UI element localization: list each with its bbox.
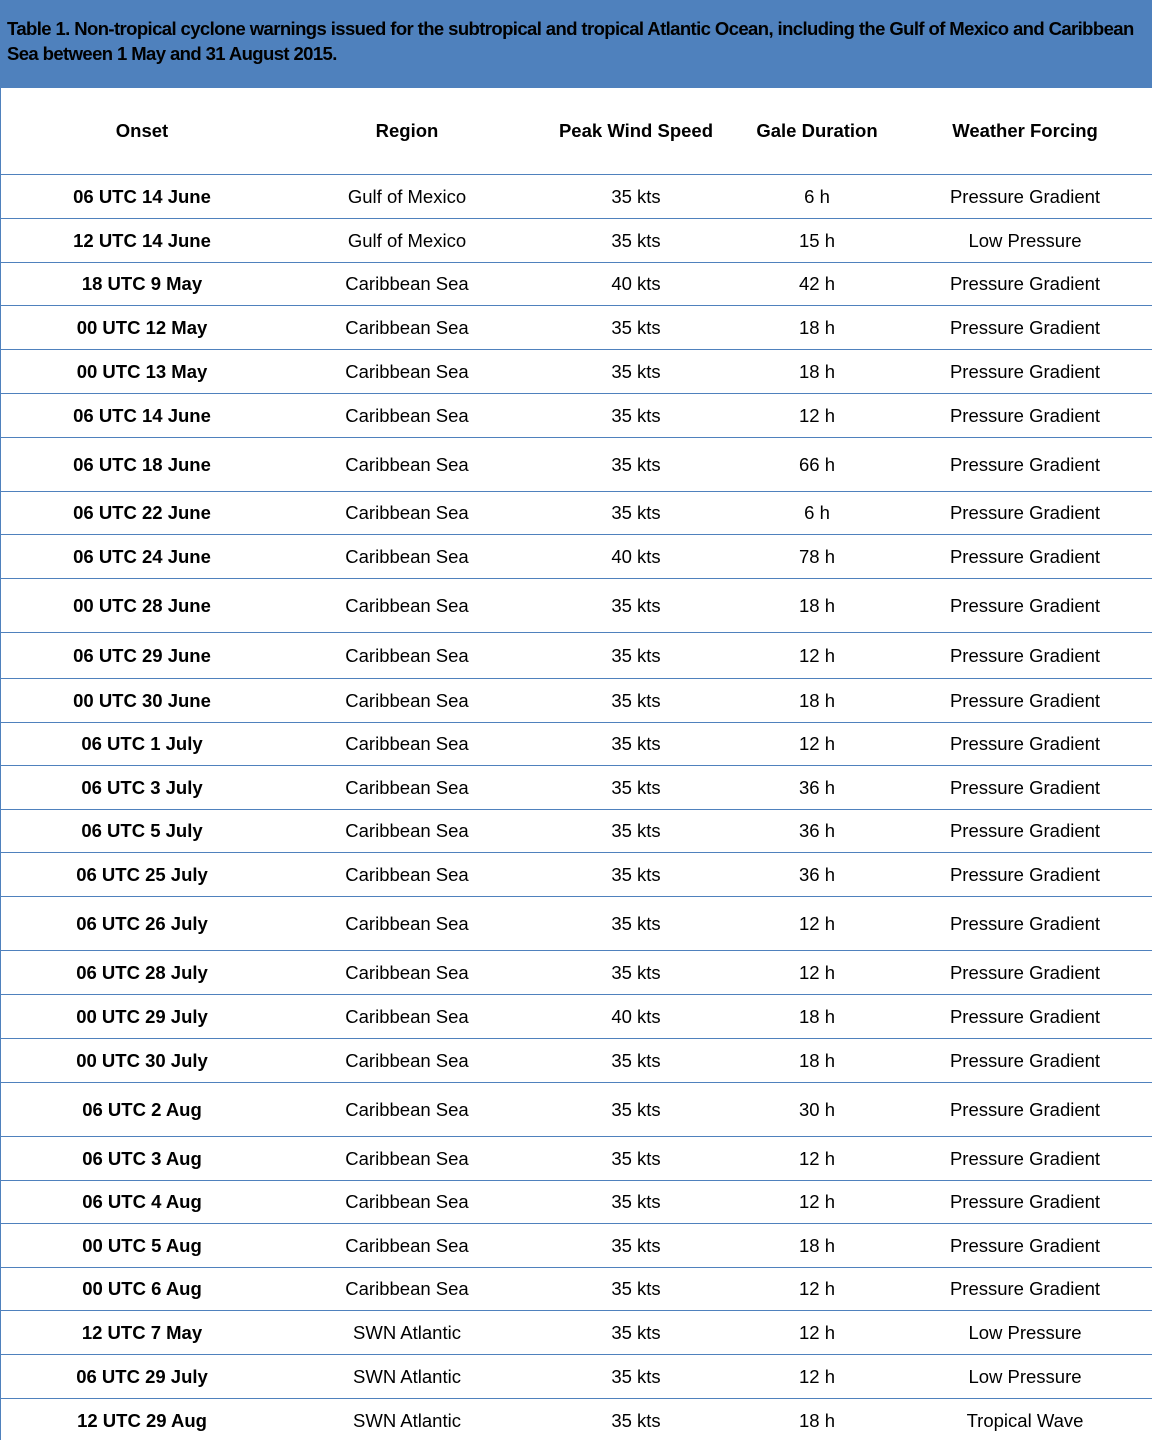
region-cell: SWN Atlantic — [353, 1409, 461, 1431]
gale-duration-cell: 18 h — [798, 316, 835, 338]
table-caption: Table 1. Non-tropical cyclone warnings issued for the subtropical and tropical Atlantic Ocean, including the Gulf of Mexico and Caribbean Sea between 1 May and 31 August 2015. — [0, 0, 1152, 88]
region-cell: Gulf of Mexico — [347, 185, 467, 207]
weather-forcing-cell: Pressure Gradient — [949, 644, 1101, 666]
weather-forcing-cell: Pressure Gradient — [949, 404, 1101, 426]
table-row — [1, 853, 1152, 897]
peak-wind-speed-cell: 35 kts — [611, 185, 661, 207]
region-cell: Caribbean Sea — [345, 733, 469, 754]
table-row — [1, 306, 1152, 350]
onset-cell: 06 UTC 2 Aug — [82, 1098, 202, 1120]
region-cell: Caribbean Sea — [345, 961, 469, 983]
region-cell: Caribbean Sea — [345, 820, 469, 841]
peak-wind-speed-cell: 35 kts — [611, 733, 661, 754]
warnings-table — [0, 88, 1152, 1440]
weather-forcing-cell: Pressure Gradient — [949, 1191, 1101, 1212]
weather-forcing-cell: Low Pressure — [968, 1321, 1082, 1343]
gale-duration-cell: 66 h — [798, 453, 835, 475]
weather-forcing-cell: Pressure Gradient — [949, 502, 1101, 523]
onset-cell: 06 UTC 28 July — [76, 961, 208, 983]
region-cell: Caribbean Sea — [345, 1278, 469, 1299]
weather-forcing-cell: Pressure Gradient — [949, 360, 1101, 382]
peak-wind-speed-cell: 35 kts — [611, 316, 661, 338]
table-row — [1, 175, 1152, 219]
column-header-peak-wind-speed: Peak Wind Speed — [558, 120, 714, 141]
gale-duration-cell: 36 h — [798, 863, 835, 885]
onset-cell: 06 UTC 26 July — [76, 912, 208, 934]
peak-wind-speed-cell: 40 kts — [611, 273, 661, 294]
weather-forcing-cell: Pressure Gradient — [949, 863, 1101, 885]
gale-duration-cell: 12 h — [798, 1147, 835, 1169]
weather-forcing-cell: Low Pressure — [968, 1365, 1082, 1387]
table-row — [1, 350, 1152, 394]
region-cell: Caribbean Sea — [345, 453, 469, 475]
weather-forcing-cell: Pressure Gradient — [949, 185, 1101, 207]
region-cell: Caribbean Sea — [345, 360, 469, 382]
gale-duration-cell: 36 h — [798, 776, 835, 798]
onset-cell: 00 UTC 12 May — [76, 316, 208, 338]
onset-cell: 00 UTC 28 June — [73, 594, 211, 616]
gale-duration-cell: 12 h — [798, 1278, 835, 1299]
weather-forcing-cell: Pressure Gradient — [949, 776, 1101, 798]
weather-forcing-cell: Pressure Gradient — [949, 1049, 1101, 1071]
onset-cell: 06 UTC 4 Aug — [82, 1191, 202, 1212]
gale-duration-cell: 12 h — [798, 1321, 835, 1343]
weather-forcing-cell: Pressure Gradient — [949, 1147, 1101, 1169]
onset-cell: 12 UTC 7 May — [81, 1321, 203, 1343]
gale-duration-cell: 12 h — [798, 404, 835, 426]
table-row — [1, 897, 1152, 951]
table-row — [1, 1083, 1152, 1137]
table-row — [1, 951, 1152, 995]
column-header-onset: Onset — [115, 120, 169, 141]
peak-wind-speed-cell: 35 kts — [611, 1234, 661, 1256]
onset-cell: 06 UTC 22 June — [73, 502, 211, 523]
gale-duration-cell: 18 h — [798, 1409, 835, 1431]
table-row — [1, 1399, 1152, 1442]
peak-wind-speed-cell: 35 kts — [611, 1191, 661, 1212]
peak-wind-speed-cell: 35 kts — [611, 644, 661, 666]
onset-cell: 00 UTC 29 July — [76, 1005, 208, 1027]
gale-duration-cell: 18 h — [798, 594, 835, 616]
onset-cell: 00 UTC 30 July — [76, 1049, 208, 1071]
onset-cell: 12 UTC 29 Aug — [77, 1409, 207, 1431]
onset-cell: 18 UTC 9 May — [81, 273, 203, 294]
region-cell: Caribbean Sea — [345, 502, 469, 523]
gale-duration-cell: 18 h — [798, 360, 835, 382]
gale-duration-cell: 6 h — [804, 185, 830, 207]
table-row — [1, 1355, 1152, 1399]
table-row — [1, 723, 1152, 766]
table-row — [1, 1039, 1152, 1083]
onset-cell: 06 UTC 3 Aug — [82, 1147, 202, 1169]
table-row — [1, 394, 1152, 438]
peak-wind-speed-cell: 35 kts — [611, 1278, 661, 1299]
peak-wind-speed-cell: 35 kts — [611, 912, 661, 934]
onset-cell: 00 UTC 30 June — [73, 689, 211, 711]
peak-wind-speed-cell: 35 kts — [611, 1321, 661, 1343]
weather-forcing-cell: Pressure Gradient — [949, 820, 1101, 841]
peak-wind-speed-cell: 35 kts — [611, 820, 661, 841]
gale-duration-cell: 12 h — [798, 912, 835, 934]
gale-duration-cell: 15 h — [798, 229, 835, 251]
gale-duration-cell: 18 h — [798, 1005, 835, 1027]
gale-duration-cell: 78 h — [798, 545, 835, 567]
region-cell: Caribbean Sea — [345, 863, 469, 885]
peak-wind-speed-cell: 35 kts — [611, 594, 661, 616]
peak-wind-speed-cell: 35 kts — [611, 961, 661, 983]
onset-cell: 00 UTC 5 Aug — [82, 1234, 202, 1256]
region-cell: Caribbean Sea — [345, 316, 469, 338]
onset-cell: 06 UTC 14 June — [73, 185, 211, 207]
weather-forcing-cell: Pressure Gradient — [949, 912, 1101, 934]
column-header-gale-duration: Gale Duration — [756, 120, 878, 141]
table-row — [1, 219, 1152, 263]
gale-duration-cell: 30 h — [798, 1098, 835, 1120]
peak-wind-speed-cell: 35 kts — [611, 404, 661, 426]
peak-wind-speed-cell: 40 kts — [611, 1005, 661, 1027]
table-row — [1, 438, 1152, 492]
peak-wind-speed-cell: 35 kts — [611, 1147, 661, 1169]
weather-forcing-cell: Pressure Gradient — [949, 961, 1101, 983]
region-cell: Caribbean Sea — [345, 644, 469, 666]
gale-duration-cell: 36 h — [798, 820, 835, 841]
onset-cell: 00 UTC 6 Aug — [82, 1278, 202, 1299]
table-row — [1, 579, 1152, 633]
weather-forcing-cell: Pressure Gradient — [949, 1005, 1101, 1027]
weather-forcing-cell: Pressure Gradient — [949, 1278, 1101, 1299]
gale-duration-cell: 42 h — [798, 273, 835, 294]
table-row — [1, 633, 1152, 679]
region-cell: SWN Atlantic — [353, 1321, 461, 1343]
region-cell: Caribbean Sea — [345, 1191, 469, 1212]
table-row — [1, 535, 1152, 579]
weather-forcing-cell: Pressure Gradient — [949, 1098, 1101, 1120]
peak-wind-speed-cell: 35 kts — [611, 1098, 661, 1120]
onset-cell: 06 UTC 18 June — [73, 453, 211, 475]
weather-forcing-cell: Tropical Wave — [966, 1409, 1084, 1431]
region-cell: Caribbean Sea — [345, 273, 469, 294]
peak-wind-speed-cell: 35 kts — [611, 360, 661, 382]
region-cell: Caribbean Sea — [345, 689, 469, 711]
gale-duration-cell: 12 h — [798, 644, 835, 666]
peak-wind-speed-cell: 35 kts — [611, 689, 661, 711]
weather-forcing-cell: Pressure Gradient — [949, 689, 1101, 711]
table-row — [1, 1224, 1152, 1268]
peak-wind-speed-cell: 35 kts — [611, 229, 661, 251]
table-row — [1, 492, 1152, 535]
gale-duration-cell: 18 h — [798, 1234, 835, 1256]
weather-forcing-cell: Pressure Gradient — [949, 273, 1101, 294]
gale-duration-cell: 12 h — [798, 1191, 835, 1212]
table-row — [1, 1137, 1152, 1181]
weather-forcing-cell: Pressure Gradient — [949, 453, 1101, 475]
region-cell: Caribbean Sea — [345, 404, 469, 426]
onset-cell: 06 UTC 29 June — [73, 644, 211, 666]
peak-wind-speed-cell: 35 kts — [611, 1409, 661, 1431]
onset-cell: 06 UTC 24 June — [73, 545, 211, 567]
table-row — [1, 1268, 1152, 1311]
peak-wind-speed-cell: 35 kts — [611, 453, 661, 475]
onset-cell: 06 UTC 25 July — [76, 863, 208, 885]
table-row — [1, 995, 1152, 1039]
table-row — [1, 679, 1152, 723]
gale-duration-cell: 6 h — [804, 502, 830, 523]
region-cell: SWN Atlantic — [353, 1365, 461, 1387]
onset-cell: 00 UTC 13 May — [76, 360, 208, 382]
peak-wind-speed-cell: 35 kts — [611, 863, 661, 885]
weather-forcing-cell: Pressure Gradient — [949, 316, 1101, 338]
table-row — [1, 766, 1152, 810]
table-header-row — [1, 88, 1152, 175]
peak-wind-speed-cell: 40 kts — [611, 545, 661, 567]
peak-wind-speed-cell: 35 kts — [611, 502, 661, 523]
table-row — [1, 263, 1152, 306]
onset-cell: 06 UTC 1 July — [81, 733, 203, 754]
region-cell: Caribbean Sea — [345, 912, 469, 934]
region-cell: Caribbean Sea — [345, 545, 469, 567]
onset-cell: 06 UTC 14 June — [73, 404, 211, 426]
table-row — [1, 1311, 1152, 1355]
gale-duration-cell: 12 h — [798, 1365, 835, 1387]
weather-forcing-cell: Pressure Gradient — [949, 733, 1101, 754]
weather-forcing-cell: Pressure Gradient — [949, 545, 1101, 567]
table-row — [1, 1181, 1152, 1224]
peak-wind-speed-cell: 35 kts — [611, 776, 661, 798]
region-cell: Caribbean Sea — [345, 1147, 469, 1169]
region-cell: Caribbean Sea — [345, 1005, 469, 1027]
onset-cell: 06 UTC 3 July — [81, 776, 203, 798]
gale-duration-cell: 18 h — [798, 1049, 835, 1071]
column-header-region: Region — [375, 120, 439, 141]
gale-duration-cell: 12 h — [798, 961, 835, 983]
gale-duration-cell: 12 h — [798, 733, 835, 754]
onset-cell: 06 UTC 5 July — [81, 820, 203, 841]
region-cell: Caribbean Sea — [345, 1098, 469, 1120]
weather-forcing-cell: Pressure Gradient — [949, 594, 1101, 616]
weather-forcing-cell: Low Pressure — [968, 229, 1082, 251]
weather-forcing-cell: Pressure Gradient — [949, 1234, 1101, 1256]
region-cell: Caribbean Sea — [345, 1049, 469, 1071]
region-cell: Caribbean Sea — [345, 1234, 469, 1256]
peak-wind-speed-cell: 35 kts — [611, 1365, 661, 1387]
peak-wind-speed-cell: 35 kts — [611, 1049, 661, 1071]
region-cell: Caribbean Sea — [345, 776, 469, 798]
onset-cell: 06 UTC 29 July — [76, 1365, 208, 1387]
table-row — [1, 810, 1152, 853]
gale-duration-cell: 18 h — [798, 689, 835, 711]
region-cell: Gulf of Mexico — [347, 229, 467, 251]
region-cell: Caribbean Sea — [345, 594, 469, 616]
onset-cell: 12 UTC 14 June — [73, 229, 211, 251]
column-header-weather-forcing: Weather Forcing — [952, 120, 1098, 141]
